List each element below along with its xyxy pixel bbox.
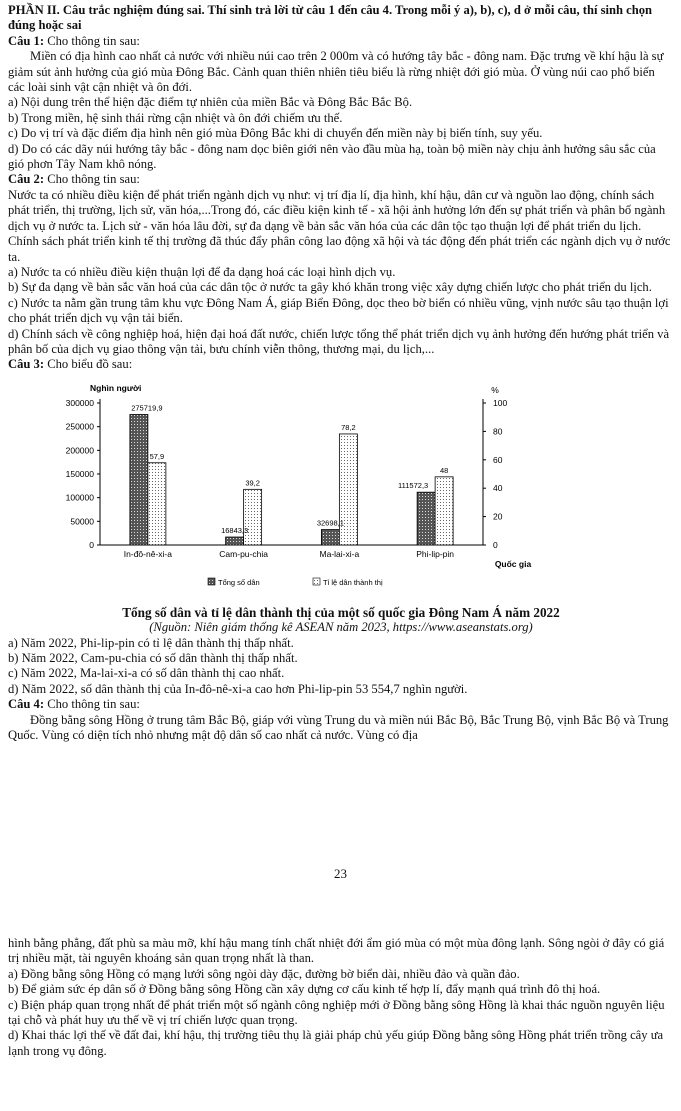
q2-option-a: a) Nước ta có nhiều điều kiện thuận lợi để đa dạng hoá các loại hình dịch vụ. <box>8 264 396 279</box>
page-continued <box>8 936 674 1059</box>
data-label-population: 16843,3 <box>221 525 249 535</box>
q1-text: Miền có địa hình cao nhất cả nước với nhiều núi cao trên 2 000m và có hướng tây bắc - đông nam. Đặc trưng về khí hậu là sự giảm sút ảnh hưởng của gió mùa Đông Bắc. Cảnh quan thiên nhiên tiêu biểu là rừng nhiệt đới gió mùa. Ở vùng núi cao phổ biến các loài sinh vật cận nhiệt và ôn đới. <box>8 49 664 95</box>
q1-option-d: d) Do có các dãy núi hướng tây bắc - đông nam dọc biên giới nên vào đầu mùa hạ, toàn bộ miền này chịu ảnh hưởng sâu sắc của gió phơn Tây Nam khô nóng. <box>8 141 656 172</box>
q2-label: Câu 2: <box>8 172 45 187</box>
page-number: 23 <box>334 866 347 881</box>
legend-swatch-population <box>208 578 215 585</box>
chart-source: (Nguồn: Niên giám thống kê ASEAN năm 2023, https://www.aseanstats.org) <box>149 620 533 635</box>
y-left-tick-label: 250000 <box>65 421 94 432</box>
q4-option-d: d) Khai thác lợi thế về đất đai, khí hậu, thị trường tiêu thụ là giải pháp chủ yếu giúp Đồng bằng sông Hồng phát triển trồng cây ưa lạnh trong vụ đông. <box>8 1028 664 1058</box>
q1-option-a: a) Nội dung trên thể hiện đặc điểm tự nhiên của miền Bắc và Đông Bắc Bắc Bộ. <box>8 95 413 110</box>
y-right-tick-label: 80 <box>493 426 503 437</box>
q4-text-part2: hình bằng phẳng, đất phù sa màu mỡ, khí hậu mang tính chất nhiệt đới ẩm gió mùa có một mùa đông lạnh. Sông ngòi ở đây có giá trị nhiều mặt, tài nguyên khoáng sản quan trọng nhất là than. <box>8 936 665 966</box>
y-left-tick-label: 50000 <box>70 516 94 527</box>
y-left-tick-label: 100000 <box>65 492 94 503</box>
legend-swatch-urban-rate <box>313 578 320 585</box>
q3-option-a: a) Năm 2022, Phi-lip-pin có tỉ lệ dân thành thị thấp nhất. <box>8 635 294 650</box>
q4-heading <box>8 697 674 712</box>
data-label-urban-rate: 48 <box>439 465 449 475</box>
q1-heading <box>8 34 674 49</box>
x-axis-title: Quốc gia <box>494 558 532 569</box>
q3-option-d: d) Năm 2022, số dân thành thị của In-đô-nê-xi-a cao hơn Phi-lip-pin 53 554,7 nghìn người. <box>8 681 468 696</box>
bar-population <box>130 414 148 545</box>
q1-lead: Cho thông tin sau: <box>44 33 140 48</box>
y-right-tick-label: 100 <box>493 397 508 408</box>
legend-label-population: Tổng số dân <box>218 577 260 587</box>
q1-option-c: c) Do vị trí và đặc điểm địa hình nên gió mùa Đông Bắc khi di chuyển đến miền này bị biến tính, suy yếu. <box>8 126 543 141</box>
data-label-urban-rate: 78,2 <box>341 422 356 432</box>
bar-chart <box>38 373 558 603</box>
section-intro: PHẦN II. Câu trắc nghiệm đúng sai. Thí sinh trả lời từ câu 1 đến câu 4. Trong mỗi ý a), b), c), d ở mỗi câu, thí sinh chọn đúng hoặc sai <box>8 3 653 33</box>
chart-container <box>38 373 558 603</box>
x-tick-label: Ma-lai-xi-a <box>319 548 360 559</box>
q2-heading <box>8 172 674 187</box>
data-label-population: 32698,1 <box>316 518 344 528</box>
y-axis-right-title: % <box>491 384 499 395</box>
q3-heading <box>8 357 674 372</box>
y-right-tick-label: 0 <box>493 539 498 550</box>
y-right-tick-label: 20 <box>493 511 503 522</box>
x-tick-label: Phi-lip-pin <box>416 548 455 559</box>
chart-caption: Tổng số dân và tỉ lệ dân thành thị của một số quốc gia Đông Nam Á năm 2022 <box>122 604 560 620</box>
q2-option-b: b) Sự đa dạng về bản sắc văn hoá của các dân tộc ở nước ta gây khó khăn trong việc xây dựng chiến lược cho phát triển du lịch. <box>8 280 652 295</box>
q3-lead: Cho biểu đồ sau: <box>44 357 133 372</box>
y-left-tick-label: 0 <box>89 539 94 550</box>
bar-urban-rate <box>244 489 262 545</box>
bar-population <box>226 537 244 545</box>
y-left-tick-label: 200000 <box>65 445 94 456</box>
bar-population <box>417 492 435 545</box>
y-axis-left-title: Nghìn người <box>90 382 142 393</box>
q2-lead: Cho thông tin sau: <box>44 172 140 187</box>
q2-option-c: c) Nước ta nằm gần trung tâm khu vực Đông Nam Á, giáp Biển Đông, dọc theo bờ biển có nhiều vũng, vịnh nước sâu tạo thuận lợi cho phát triển dịch vụ vận tải biển. <box>8 295 669 326</box>
q2-option-d: d) Chính sách về công nghiệp hoá, hiện đại hoá đất nước, chiến lược tổng thể phát triển dịch vụ ảnh hưởng đến hướng phát triển và phân bố của dịch vụ giao thông vận tải, bưu chính viễn thông, thương mại, du lịch,... <box>8 326 670 356</box>
q4-option-a: a) Đồng bằng sông Hồng có mạng lưới sông ngòi dày đặc, đường bờ biển dài, nhiều đảo và quần đảo. <box>8 966 520 981</box>
legend-label-urban-rate: Tỉ lệ dân thành thị <box>323 577 383 587</box>
x-tick-label: In-đô-nê-xi-a <box>123 548 172 559</box>
q4-option-c: c) Biện pháp quan trọng nhất để phát triển một số ngành công nghiệp mới ở Đồng bằng sông Hồng là khai thác nguồn nguyên liệu tại chỗ và phát huy ưu thế về vị trí chiến lược quan trọng. <box>8 997 665 1028</box>
data-label-urban-rate: 39,2 <box>245 478 260 488</box>
page <box>8 3 674 743</box>
q3-label: Câu 3: <box>8 357 45 372</box>
y-right-tick-label: 60 <box>493 454 503 465</box>
q4-text-part1: Đồng bằng sông Hồng ở trung tâm Bắc Bộ, giáp với vùng Trung du và miền núi Bắc Bộ, Bắc Trung Bộ, vịnh Bắc Bộ và Trung Quốc. Vùng có diện tích nhỏ nhưng mật độ dân số cao nhất cả nước. Vùng có địa <box>8 712 669 742</box>
data-label-population: 111572,3 <box>398 480 429 490</box>
q4-label: Câu 4: <box>8 697 45 712</box>
bar-urban-rate <box>339 434 357 545</box>
y-left-tick-label: 150000 <box>65 468 94 479</box>
q4-lead: Cho thông tin sau: <box>44 697 140 712</box>
y-right-tick-label: 40 <box>493 482 503 493</box>
q2-text: Nước ta có nhiều điều kiện để phát triển ngành dịch vụ như: vị trí địa lí, địa hình, khí hậu, dân cư và nguồn lao động, chính sách phát triển, thị trường, lịch sử, văn hóa,...Trong đó, các điều kiện kinh tế - xã hội ảnh hưởng lớn đến sự phát triển và phân bố ngành dịch vụ ở nước ta. Lịch sử - văn hóa lâu đời, sự đa dạng về bản sắc văn hóa của các dân tộc tạo thuận lợi để phát triển du lịch. Chính sách phát triển kinh tế thị trường đã thúc đẩy phân công lao động xã hội và tác động đến phát triển các ngành dịch vụ ở nước ta. <box>8 187 671 264</box>
data-label-urban-rate: 57,9 <box>149 451 165 461</box>
q1-label: Câu 1: <box>8 33 45 48</box>
y-left-tick-label: 300000 <box>65 397 94 408</box>
x-tick-label: Cam-pu-chia <box>219 548 268 559</box>
bar-urban-rate <box>148 463 166 545</box>
q3-option-c: c) Năm 2022, Ma-lai-xi-a có số dân thành thị cao nhất. <box>8 666 285 681</box>
q3-option-b: b) Năm 2022, Cam-pu-chia có số dân thành thị thấp nhất. <box>8 650 298 665</box>
data-label-population: 275719,9 <box>131 403 163 413</box>
bar-population <box>321 529 339 544</box>
q4-option-b: b) Để giảm sức ép dân số ở Đồng bằng sông Hồng cần xây dựng cơ cấu kinh tế hợp lí, đẩy mạnh quá trình đô thị hoá. <box>8 982 601 997</box>
bar-urban-rate <box>435 477 453 545</box>
q1-option-b: b) Trong miền, hệ sinh thái rừng cận nhiệt và ôn đới chiếm ưu thế. <box>8 110 343 125</box>
